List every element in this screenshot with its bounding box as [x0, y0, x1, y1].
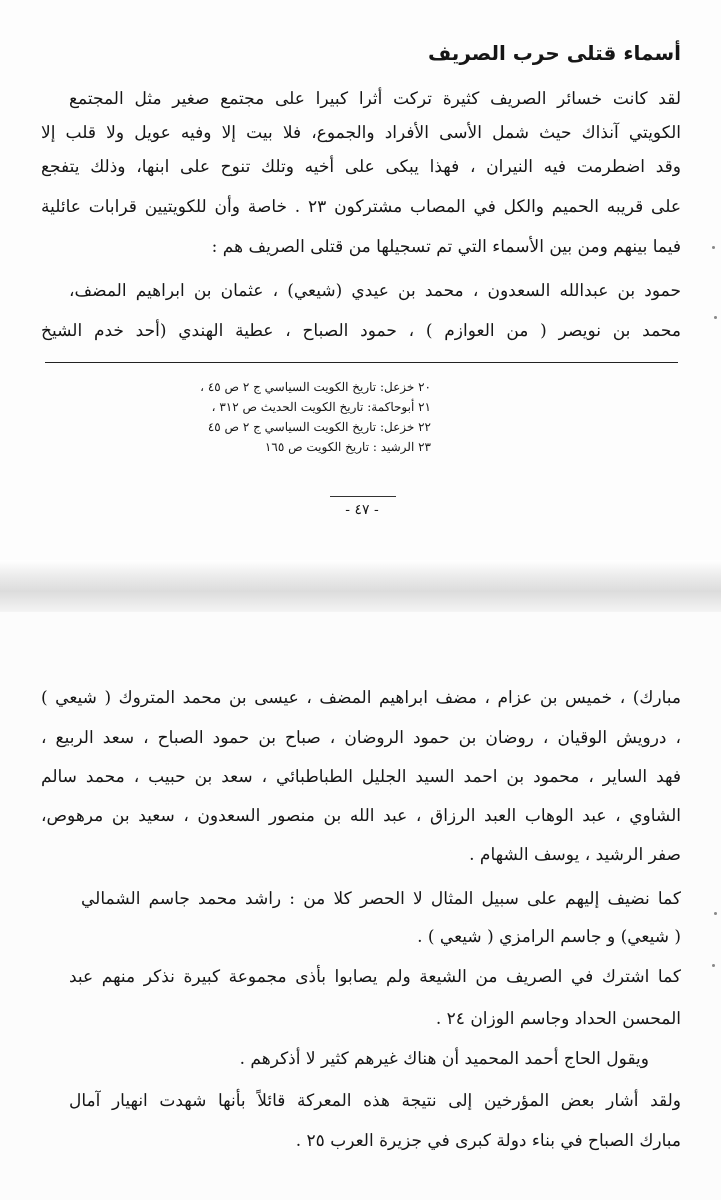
- page-number-rule: [330, 496, 396, 497]
- paragraph-line: مبارك الصباح في بناء دولة كبرى في جزيرة العرب ٢٥ .: [295, 1131, 681, 1151]
- paragraph-line: الشاوي ، عبد الوهاب العبد الرزاق ، عبد الله بن منصور السعدون ، سعيد بن مرهوص،: [41, 806, 681, 826]
- footnote: ٢٢ خزعل: تاريخ الكويت السياسي ج ٢ ص ٤٥: [207, 420, 431, 434]
- paragraph-line: فيما بينهم ومن بين الأسماء التي تم تسجيلها من قتلى الصريف هم :: [211, 237, 681, 257]
- paragraph-line: كما نضيف إليهم على سبيل المثال لا الحصر كلا من : راشد محمد جاسم الشمالي: [81, 889, 681, 909]
- paragraph-line: صفر الرشيد ، يوسف الشهام .: [469, 845, 681, 865]
- section-title: أسماء قتلى حرب الصريف: [427, 41, 681, 65]
- footnote-separator: [45, 362, 678, 363]
- paragraph-line: المحسن الحداد وجاسم الوزان ٢٤ .: [435, 1009, 681, 1029]
- paragraph-line: محمد بن نويصر ( من العوازم ) ، حمود الصباح ، عطية الهندي (أحد خدم الشيخ: [41, 321, 681, 341]
- page-number: - ٤٧ -: [345, 502, 379, 518]
- paragraph-line: الكويتي آنذاك حيث شمل الأسى الأفراد والجموع، فلا بيت إلا وفيه عويل ولا قلب إلا: [41, 123, 681, 143]
- scan-speck: [712, 246, 715, 249]
- paragraph-line: ( شيعي) و جاسم الرامزي ( شيعي ) .: [417, 927, 681, 947]
- paragraph-line: على قريبه الحميم والكل في المصاب مشتركون ٢٣ . خاصة وأن للكويتيين قرابات عائلية: [41, 197, 681, 217]
- footnote: ٢١ أبوحاكمة: تاريخ الكويت الحديث ص ٣١٢ ،: [211, 400, 431, 414]
- bottom-page: [0, 612, 721, 1200]
- top-page: [0, 0, 721, 560]
- paragraph-line: لقد كانت خسائر الصريف كثيرة تركت أثرا كبيرا على مجتمع صغير مثل المجتمع: [69, 89, 681, 109]
- scan-speck: [714, 316, 717, 319]
- paragraph-line: ويقول الحاج أحمد المحميد أن هناك غيرهم كثير لا أذكرهم .: [239, 1049, 649, 1069]
- scan-speck: [712, 964, 715, 967]
- scan-speck: [714, 912, 717, 915]
- paragraph-line: وقد اضطرمت فيه النيران ، فهذا يبكى على أخيه وتلك تنوح على ابنها، وذلك يتفجع: [41, 157, 681, 177]
- paragraph-line: كما اشترك في الصريف من الشيعة ولم يصابوا بأذى مجموعة كبيرة نذكر منهم عبد: [69, 967, 681, 987]
- footnote: ٢٣ الرشيد : تاريخ الكويت ص ١٦٥: [264, 440, 431, 454]
- paragraph-line: ، درويش الوقيان ، روضان بن حمود الروضان ، صباح بن حمود الصباح ، سعد الربيع ،: [41, 728, 681, 748]
- page-separator: [0, 560, 721, 612]
- footnote: ٢٠ خزعل: تاريخ الكويت السياسي ج ٢ ص ٤٥ ،: [200, 380, 431, 394]
- paragraph-line: حمود بن عبدالله السعدون ، محمد بن عيدي (شيعي) ، عثمان بن ابراهيم المضف،: [69, 281, 681, 301]
- paragraph-line: ولقد أشار بعض المؤرخين إلى نتيجة هذه المعركة قائلاً بأنها شهدت انهيار آمال: [69, 1091, 681, 1111]
- paragraph-line: مبارك) ، خميس بن عزام ، مضف ابراهيم المضف ، عيسى بن محمد المتروك ( شيعي ): [41, 688, 681, 708]
- paragraph-line: فهد الساير ، محمود بن احمد السيد الجليل الطباطبائي ، سعد بن حبيب ، محمد سالم: [41, 767, 681, 787]
